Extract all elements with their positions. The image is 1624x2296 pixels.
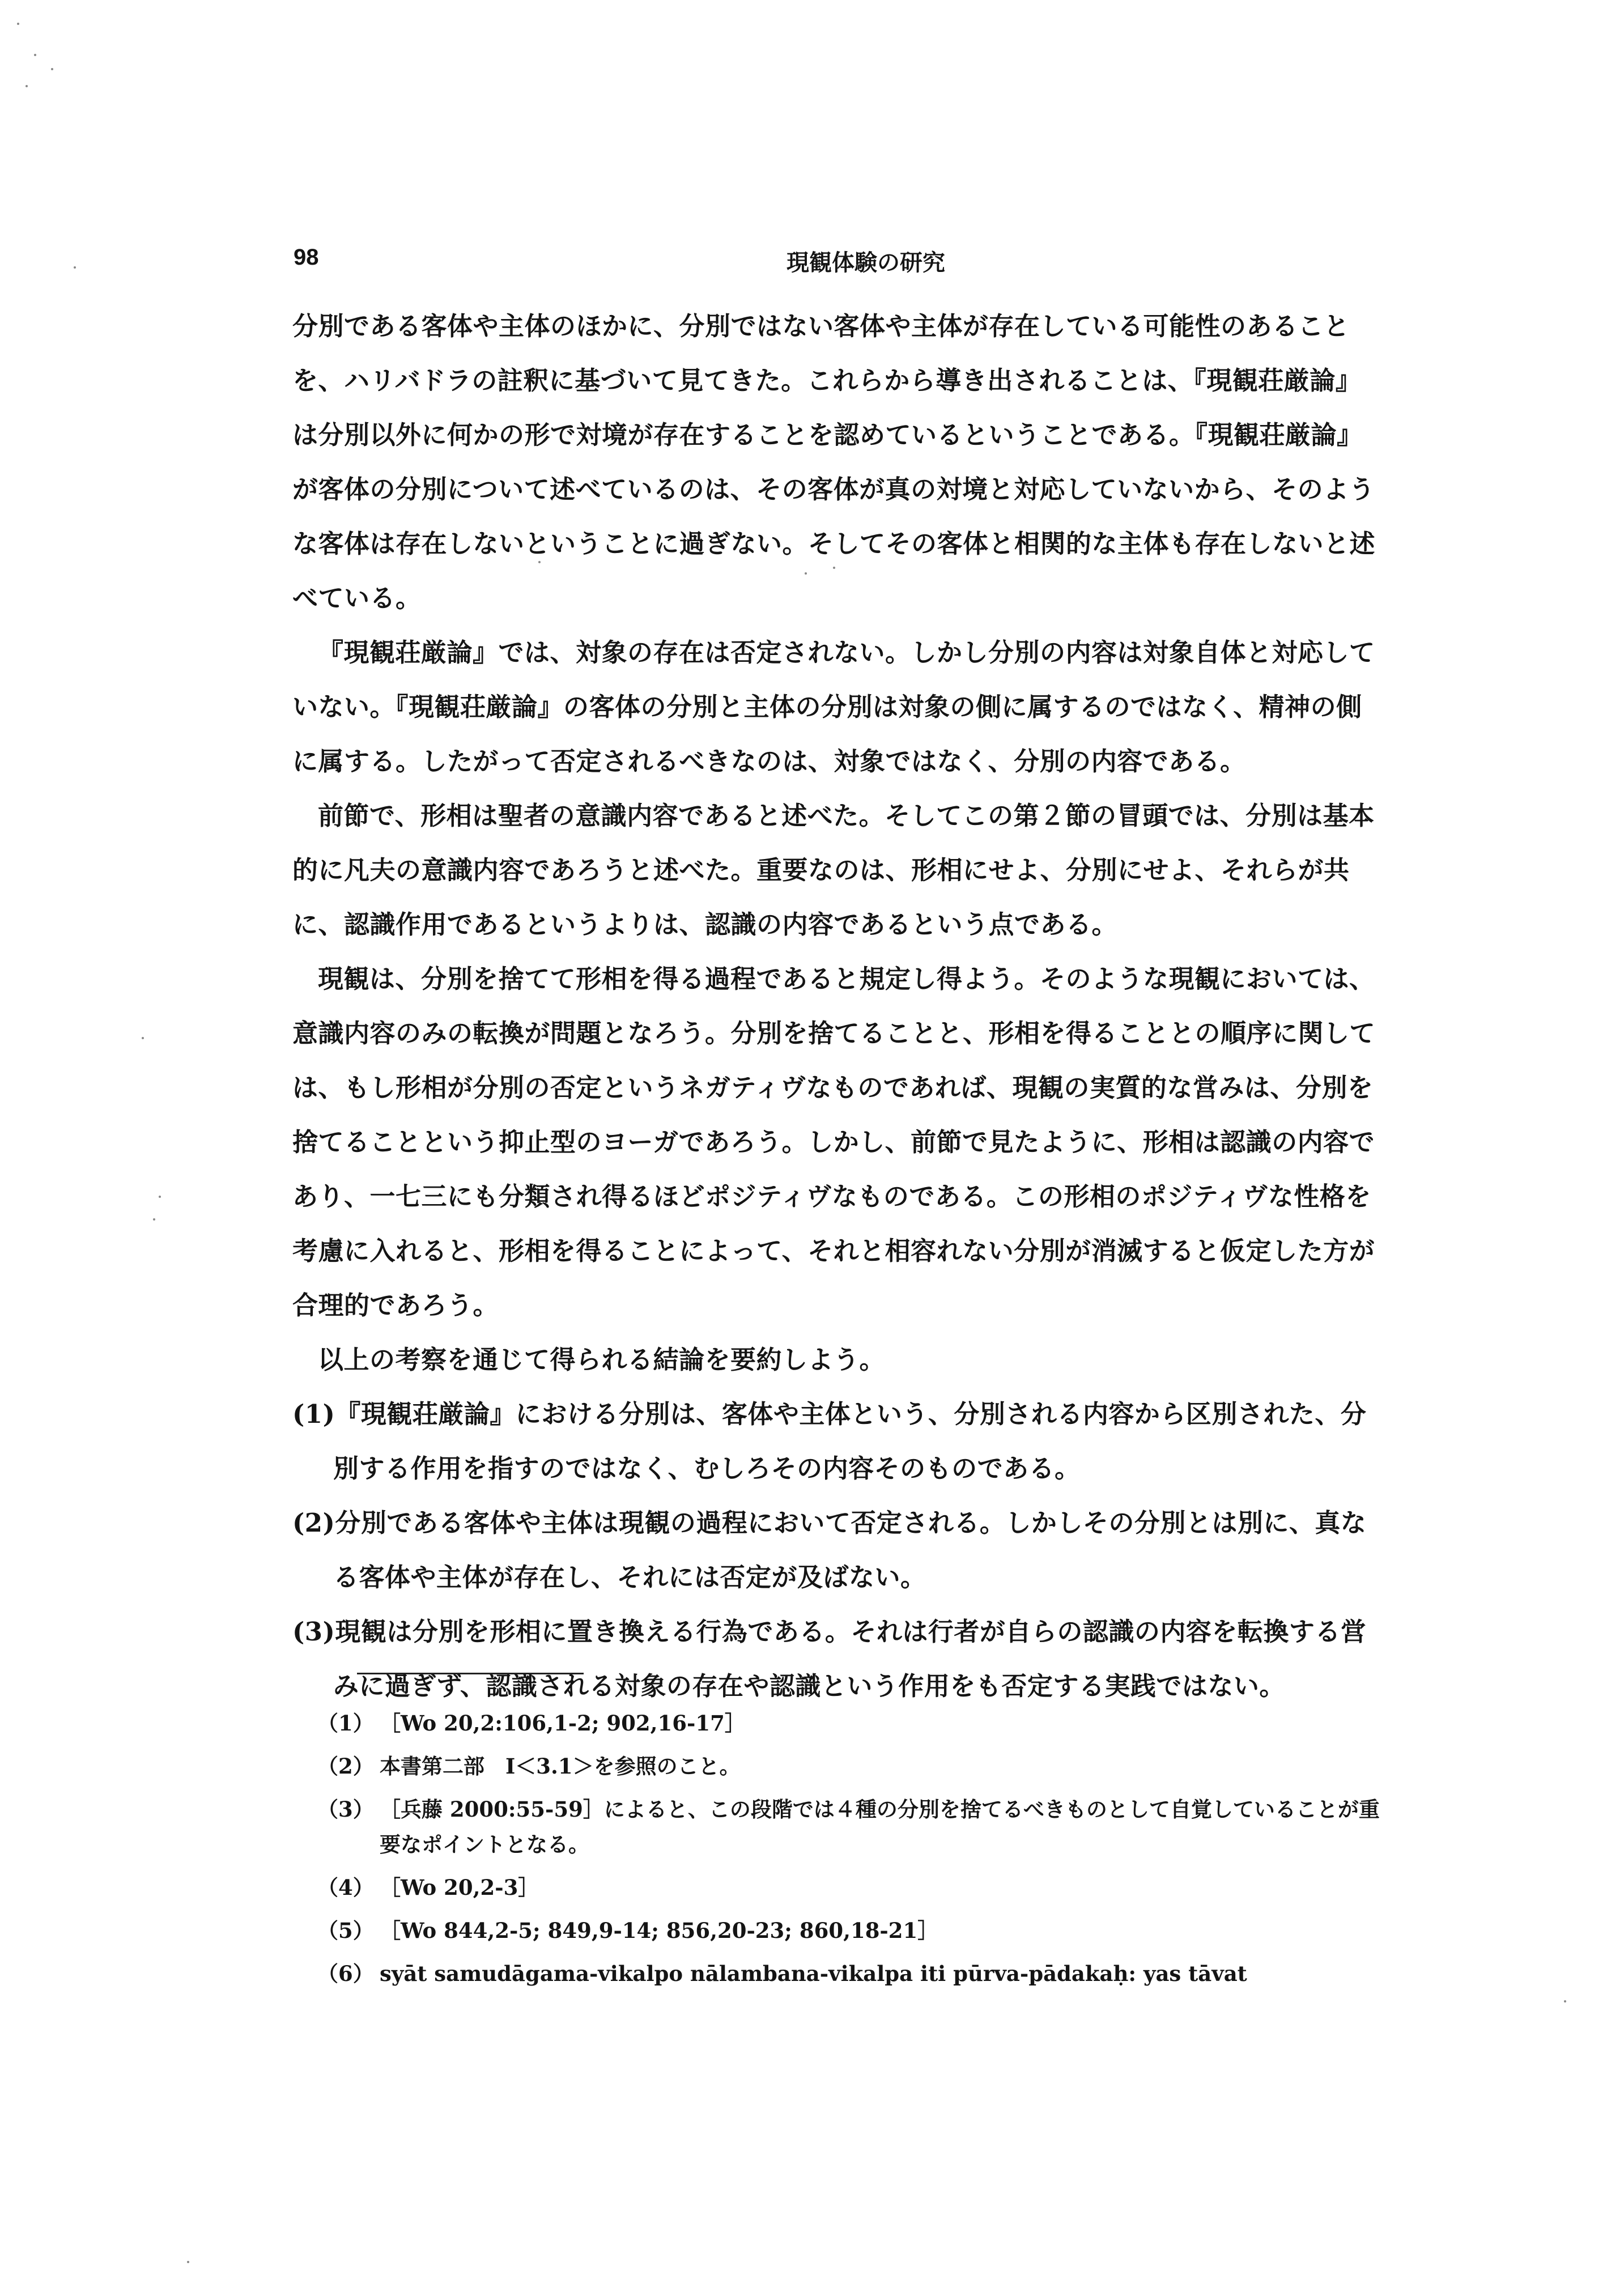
scan-speck <box>805 572 807 575</box>
scan-speck <box>1564 2000 1566 2002</box>
footnote <box>317 1956 1383 1991</box>
footnote-text: ［Wo 20,2-3］ <box>380 1875 539 1900</box>
scan-speck <box>25 85 28 87</box>
footnote-text: syāt samudāgama-vikalpo nālambana-vikalpa iti pūrva-pādakaḥ: yas tāvat <box>380 1961 1247 1986</box>
conclusion-item: (2)分別である客体や主体は現観の過程において否定される。しかしその分別とは別に、真なる客体や主体が存在し、それには否定が及ばない。 <box>292 1508 1367 1592</box>
main-text <box>292 299 1383 1714</box>
paragraph: 前節で、形相は聖者の意識内容であると述べた。そしてこの第２節の冒頭では、分別は基本的に凡夫の意識内容であろうと述べた。重要なのは、形相にせよ、分別にせよ、それらが共に、認識作用であるというよりは、認識の内容であるという点である。 <box>292 801 1375 939</box>
footnote-text: 本書第二部 Ⅰ＜3.1＞を参照のこと。 <box>380 1754 741 1779</box>
footnotes <box>317 1706 1383 1999</box>
footnote-number: （5） <box>317 1918 374 1943</box>
running-title: 現観体験の研究 <box>787 249 945 276</box>
footnote-separator <box>357 1673 584 1674</box>
footnote-number: （2） <box>317 1754 374 1779</box>
footnote-text: ［兵藤 2000:55-59］によると、この段階では４種の分別を捨てるべきものとして自覚していることが重要なポイントとなる。 <box>380 1797 1380 1857</box>
paragraph: 分別である客体や主体のほかに、分別ではない客体や主体が存在している可能性のあることを、ハリバドラの註釈に基づいて見てきた。これらから導き出されることは、『現観荘厳論』は分別以外に何かの形で対境が存在することを認めているということである。『現観荘厳論』が客体の分別について述べているのは、その客体が真の対境と対応していないから、そのような客体は存在しないということに過ぎない。そしてその客体と相関的な主体も存在しないと述べている。 <box>292 311 1376 613</box>
scan-speck <box>17 23 19 25</box>
paragraph: 『現観荘厳論』では、対象の存在は否定されない。しかし分別の内容は対象自体と対応していない。『現観荘厳論』の客体の分別と主体の分別は対象の側に属するのではなく、精神の側に属する。したがって否定されるべきなのは、対象ではなく、分別の内容である。 <box>292 637 1375 776</box>
footnote <box>317 1870 1383 1905</box>
page-header <box>294 245 1381 279</box>
conclusion-item: (3)現観は分別を形相に置き換える行為である。それは行者が自らの認識の内容を転換する営みに過ぎず、認識される対象の存在や認識という作用をも否定する実践ではない。 <box>292 1617 1367 1701</box>
footnote <box>317 1706 1383 1741</box>
scan-speck <box>142 1037 144 1039</box>
footnote-number: （4） <box>317 1875 374 1900</box>
footnote-number: （1） <box>317 1711 374 1736</box>
scan-speck <box>153 1218 155 1221</box>
scan-speck <box>74 266 76 269</box>
scan-speck <box>187 2261 189 2263</box>
scan-speck <box>159 1196 161 1198</box>
paragraph: 現観は、分別を捨てて形相を得る過程であると規定し得よう。そのような現観においては、意識内容のみの転換が問題となろう。分別を捨てることと、形相を得ることとの順序に関しては、もし形相が分別の否定というネガティヴなものであれば、現観の実質的な営みは、分別を捨てることという抑止型のヨーガであろう。しかし、前節で見たように、形相は認識の内容であり、一七三にも分類され得るほどポジティヴなものである。この形相のポジティヴな性格を考慮に入れると、形相を得ることによって、それと相容れない分別が消滅すると仮定した方が合理的であろう。 <box>292 964 1376 1320</box>
footnote-number: （3） <box>317 1797 374 1822</box>
footnote-text: ［Wo 20,2:106,1-2; 902,16-17］ <box>380 1711 746 1736</box>
paragraph: 以上の考察を通じて得られる結論を要約しよう。 <box>318 1345 886 1375</box>
scan-speck <box>51 68 53 70</box>
scan-speck <box>538 561 541 563</box>
footnote-text: ［Wo 844,2-5; 849,9-14; 856,20-23; 860,18-21］ <box>380 1918 939 1943</box>
footnote <box>317 1749 1383 1784</box>
conclusion-item: (1)『現観荘厳論』における分別は、客体や主体という、分別される内容から区別された、分別する作用を指すのではなく、むしろその内容そのものである。 <box>292 1399 1367 1483</box>
scan-speck <box>34 54 36 56</box>
footnote <box>317 1792 1383 1862</box>
footnote <box>317 1913 1383 1948</box>
footnote-number: （6） <box>317 1961 374 1986</box>
scan-speck <box>833 567 835 569</box>
page-number: 98 <box>294 245 319 270</box>
